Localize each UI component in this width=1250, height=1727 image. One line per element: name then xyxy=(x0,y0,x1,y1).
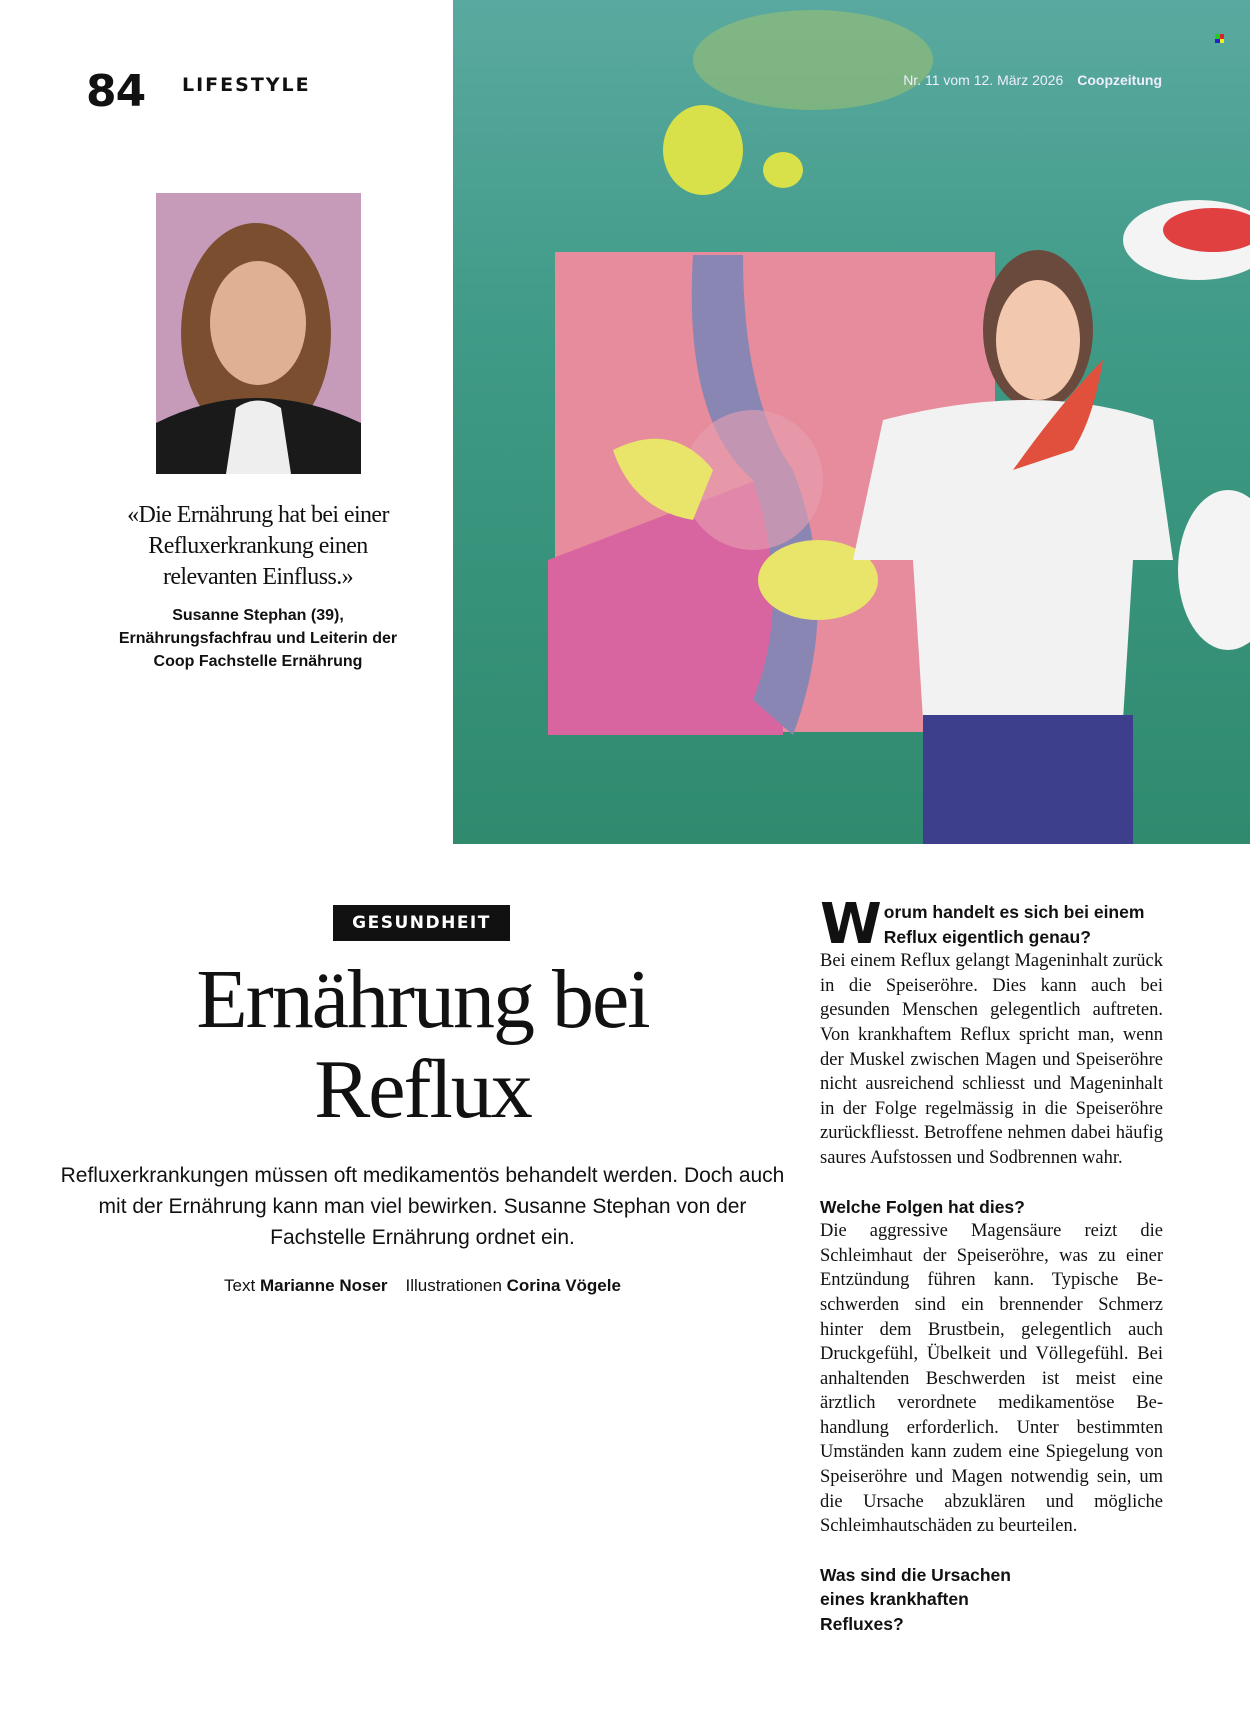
answer-paragraph: Die aggressive Magensäure reizt die Schleimhaut der Speiseröhre, was zu einer Entzündung führen kann. Typische Beschwerden sind ein brennender Schmerz hinter dem Brustbein, gelegentlich auch Druckgefühl, Übelkeit und Völlegefühl. Bei anhaltenden Beschwerden ist meist eine ärztlich verordnete medikamentöse Behandlung erforderlich. Unter bestimmten Umständen kann zudem eine Spiegelung von Speiseröhre und Magen notwendig sein, um die Ursache abzuklären und mögliche Schleimhautschäden zu beurteilen. xyxy=(820,1221,1163,1537)
title-line: Reflux xyxy=(314,1043,531,1136)
answer-paragraph: Bei einem Reflux gelangt Mageninhalt zurück in die Speiseröhre. Dies kann auch bei gesunden Menschen gelegentlich auftreten. Von krankhaftem Reflux spricht man, wenn der Muskel zwischen Magen und Speiseröhre nicht ausreichend schliesst und Mageninhalt in der Folge regelmässig in die Speiseröhre zurückfliesst. Betroffene nehmen dabei häufig saures Aufstossen und Sodbrennen wahr. xyxy=(820,951,1163,1168)
coop-logo-icon xyxy=(1215,34,1224,43)
illustrator: Corina Vögele xyxy=(506,1276,621,1295)
pull-quote: «Die Ernährung hat bei einer Refluxerkrankung einen relevanten Einfluss.» xyxy=(127,502,389,590)
reflux-illustration xyxy=(453,0,1250,844)
article-title xyxy=(60,955,785,1135)
issue-date: Nr. 11 vom 12. März 2026 xyxy=(903,72,1064,88)
article-lede: Refluxerkrankungen müssen oft medikamentös behandelt werden. Doch auch mit der Ernährung kann man viel bewirken. Susanne Stephan von der Fachstelle Ernährung ordnet ein. xyxy=(60,1164,785,1249)
quote-source-name: Susanne Stephan (39), xyxy=(172,607,344,624)
article-body xyxy=(820,892,1163,1637)
question-heading: Was sind die Ursachen eines krankhaften Refluxes? xyxy=(820,1564,1011,1635)
illustration-label: Illustrationen xyxy=(405,1276,502,1295)
category-tag: GESUNDHEIT xyxy=(333,905,510,941)
title-line: Ernährung bei xyxy=(196,953,649,1046)
text-label: Text xyxy=(224,1276,256,1295)
issue-info xyxy=(903,72,1162,88)
hero-illustration xyxy=(453,0,1250,844)
page-number: 84 xyxy=(86,66,146,117)
author: Marianne Noser xyxy=(259,1276,388,1295)
quote-source xyxy=(100,604,416,673)
quote-source-role: Ernährungsfachfrau und Leiterin der Coop Fachstelle Ernährung xyxy=(118,630,398,670)
portrait-photo xyxy=(156,193,361,474)
section-label: LIFESTYLE xyxy=(182,74,311,96)
publication-name: Coopzeitung xyxy=(1077,72,1162,88)
drop-cap: W xyxy=(820,892,878,957)
question-heading: orum handelt es sich bei einem Reflux eigentlich genau? xyxy=(883,902,1145,947)
credits xyxy=(60,1276,785,1296)
question-heading: Welche Folgen hat dies? xyxy=(820,1196,1025,1217)
